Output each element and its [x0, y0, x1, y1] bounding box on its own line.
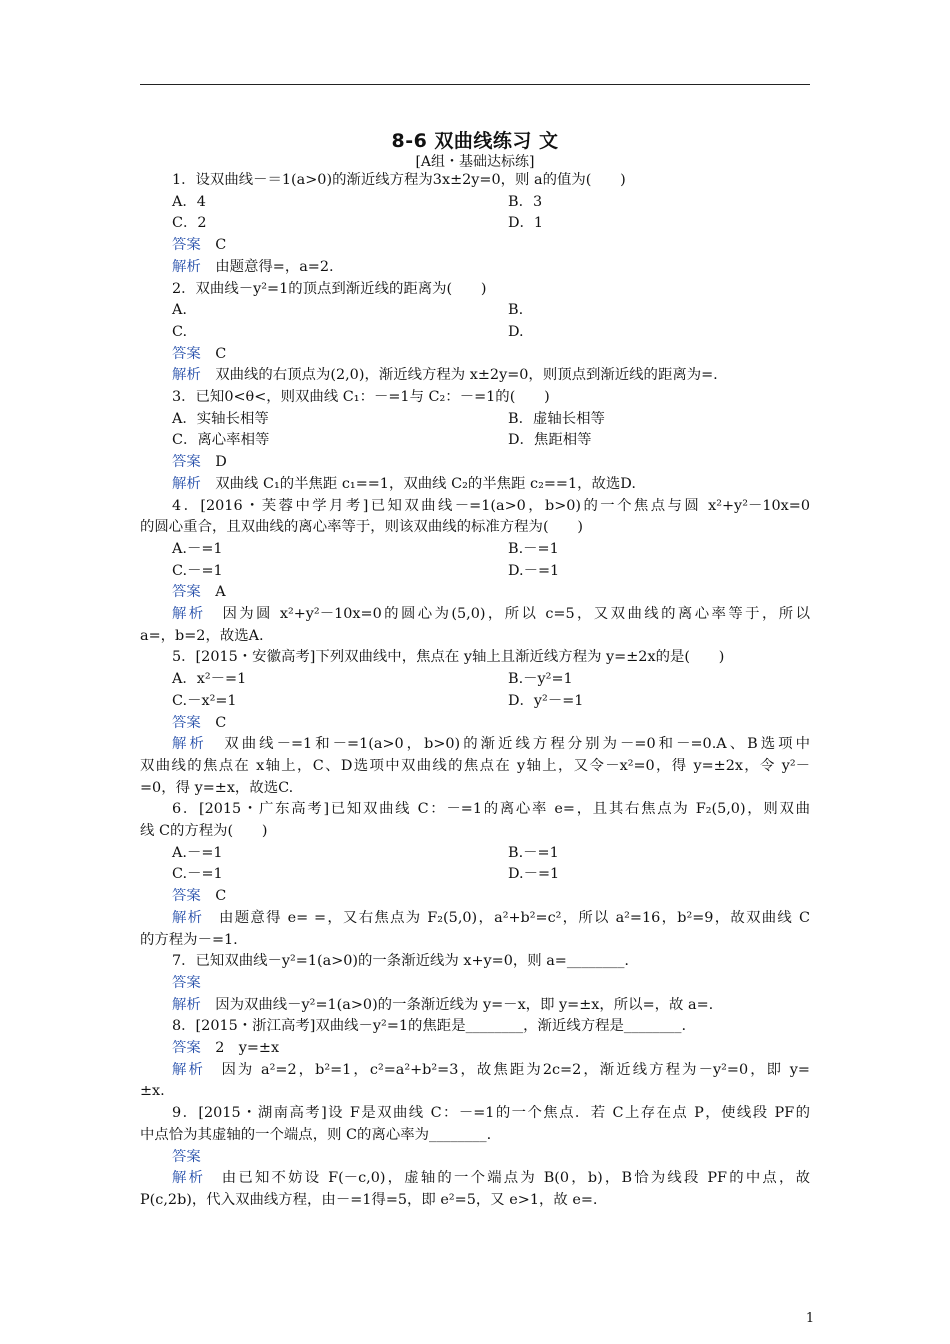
continuation-line: ±x.	[140, 1083, 165, 1100]
continuation-line: 的方程为－=1.	[140, 931, 238, 948]
label-spacer	[201, 454, 215, 470]
answer-label: 答案	[172, 1148, 201, 1165]
answer-label: 答案	[172, 345, 201, 362]
option-left: C．2	[172, 215, 207, 232]
label-spacer	[201, 346, 215, 362]
continuation-line: 线 C的方程为( )	[140, 823, 268, 839]
answer-text: 由题意得 e= =，又右焦点为 F₂(5,0)，a²+b²=c²，所以 a²=16，b²=9，故双曲线 C	[219, 909, 810, 926]
answer-text: C	[215, 714, 227, 731]
answer-line	[140, 1038, 810, 1058]
answer-line	[140, 995, 810, 1015]
answer-label: 答案	[172, 454, 201, 471]
answer-text: A	[215, 584, 226, 601]
question-line: 2．双曲线－y²=1的顶点到渐近线的距离为( )	[172, 280, 487, 297]
label-spacer	[203, 910, 219, 926]
label-spacer	[205, 1170, 222, 1186]
page-number: 1	[805, 1311, 815, 1326]
continuation-line: 中点恰为其虚轴的一个端点，则 C的离心率为________.	[140, 1126, 492, 1143]
answer-line	[140, 344, 810, 364]
answer-line	[140, 908, 810, 928]
option-left: A.－=1	[172, 540, 223, 557]
option-left: C.－=1	[172, 866, 223, 883]
answer-label: 解析	[172, 909, 204, 926]
answer-line	[140, 365, 810, 385]
options-row	[140, 561, 810, 581]
answer-line	[140, 257, 810, 277]
answer-text: 双曲线 C₁的半焦距 c₁==1，双曲线 C₂的半焦距 c₂==1，故选D.	[215, 475, 636, 492]
options-row	[140, 213, 810, 233]
label-spacer	[206, 606, 223, 622]
answer-label: 答案	[172, 237, 201, 254]
options-row	[140, 539, 810, 559]
option-right: B．3	[508, 193, 543, 210]
answer-line	[140, 452, 810, 472]
answer-label: 解析	[172, 258, 201, 275]
option-right: D．焦距相等	[508, 432, 592, 449]
label-spacer	[207, 736, 224, 752]
option-right: D．1	[508, 215, 544, 232]
option-right: B．虚轴长相等	[508, 410, 605, 427]
answer-text: 2 y=±x	[215, 1040, 280, 1056]
answer-text: C	[215, 345, 227, 362]
option-right: B.	[508, 302, 524, 319]
answer-line	[140, 582, 810, 602]
option-right: B.－=1	[508, 844, 559, 861]
answer-line	[140, 973, 810, 993]
section-subtitle: [A组・基础达标练]	[415, 154, 535, 170]
label-spacer	[201, 476, 215, 492]
label-spacer	[201, 1040, 215, 1056]
answer-text: 因为圆 x²+y²－10x=0的圆心为(5,0)，所以 c=5，又双曲线的离心率等于，所以	[222, 606, 810, 622]
question-line: 6．[2015・广东高考]已知双曲线 C：－=1的离心率 e=，且其右焦点为 F₂(5,0)，则双曲	[172, 801, 810, 818]
answer-text: 因为 a²=2，b²=1，c²=a²+b²=3，故焦距为2c=2，渐近线方程为－y²=0，即 y=	[221, 1061, 810, 1078]
answer-label: 解析	[172, 606, 206, 622]
label-spacer	[201, 584, 215, 600]
option-right: B.－y²=1	[508, 671, 573, 688]
header-rule	[140, 84, 810, 85]
answer-label: 答案	[172, 888, 201, 905]
answer-text: C	[215, 237, 227, 254]
answer-label: 答案	[172, 714, 201, 731]
options-row	[140, 430, 810, 450]
options-row	[140, 322, 810, 342]
question-line: 4．[2016・芙蓉中学月考]已知双曲线－=1(a>0，b>0)的一个焦点与圆 x²+y²－10x=0	[172, 497, 810, 514]
label-spacer	[201, 367, 215, 383]
answer-line	[140, 886, 810, 906]
label-spacer	[201, 975, 215, 991]
options-row	[140, 669, 810, 689]
question-line: 5．[2015・安徽高考]下列双曲线中，焦点在 y轴上且渐近线方程为 y=±2x的是( )	[172, 649, 725, 666]
answer-text: 双曲线的右顶点为(2,0)，渐近线方程为 x±2y=0，则顶点到渐近线的距离为=.	[215, 367, 718, 384]
option-left: A．实轴长相等	[172, 410, 269, 427]
label-spacer	[201, 237, 215, 253]
option-left: C.－=1	[172, 562, 223, 579]
continuation-line: 的圆心重合，且双曲线的离心率等于，则该双曲线的标准方程为( )	[140, 519, 583, 536]
options-row	[140, 691, 810, 711]
option-left: C.	[172, 323, 188, 340]
question-line: 3．已知0<θ<，则双曲线 C₁：－=1与 C₂：－=1的( )	[172, 389, 550, 405]
answer-label: 解析	[172, 996, 201, 1013]
answer-text: 因为双曲线－y²=1(a>0)的一条渐近线为 y=－x，即 y=±x，所以=，故 a=.	[215, 996, 714, 1013]
option-left: C．离心率相等	[172, 432, 270, 449]
question-line: 1．设双曲线－＝1(a>0)的渐近线方程为3x±2y=0，则 a的值为( )	[172, 172, 626, 188]
answer-label: 解析	[172, 1170, 206, 1187]
options-row	[140, 300, 810, 320]
answer-label: 答案	[172, 1040, 201, 1056]
options-row	[140, 843, 810, 863]
option-left: A.－=1	[172, 844, 223, 861]
label-spacer	[205, 1062, 221, 1078]
option-right: D.－=1	[508, 562, 560, 579]
option-right: D．y²－=1	[508, 692, 584, 709]
option-right: D.	[508, 323, 524, 340]
answer-line	[140, 713, 810, 733]
page-title: 8-6 双曲线练习 文	[391, 130, 559, 152]
answer-label: 答案	[172, 584, 201, 601]
answer-label: 解析	[172, 736, 207, 753]
label-spacer	[201, 888, 215, 904]
label-spacer	[201, 1149, 215, 1165]
answer-label: 解析	[172, 1061, 205, 1078]
answer-text: 双曲线－=1和－=1(a>0，b>0)的渐近线方程分别为－=0和－=0.A、B选项中	[224, 736, 810, 753]
continuation-line: 双曲线的焦点在 x轴上，C、D选项中双曲线的焦点在 y轴上，又令－x²=0，得 y=±2x，令 y²－	[140, 757, 810, 774]
answer-line	[140, 474, 810, 494]
answer-label: 解析	[172, 475, 201, 492]
option-left: A．x²－=1	[172, 671, 247, 688]
continuation-line: a=，b=2，故选A.	[140, 627, 264, 644]
option-right: B.－=1	[508, 540, 559, 557]
answer-line	[140, 1147, 810, 1167]
answer-text: D	[215, 454, 227, 471]
answer-line	[140, 1060, 810, 1080]
answer-text: C	[215, 888, 227, 905]
options-row	[140, 409, 810, 429]
option-left: A.	[172, 302, 187, 319]
question-line: 8．[2015・浙江高考]双曲线－y²=1的焦距是________，渐近线方程是________.	[172, 1018, 687, 1035]
option-left: A．4	[172, 193, 206, 210]
answer-line	[140, 734, 810, 754]
answer-text: 由已知不妨设 F(－c,0)，虚轴的一个端点为 B(0，b)，B恰为线段 PF的中点，故	[221, 1170, 810, 1187]
options-row	[140, 192, 810, 212]
continuation-line: =0，得 y=±x，故选C.	[140, 779, 294, 796]
answer-line	[140, 604, 810, 624]
continuation-line: P(c,2b)，代入双曲线方程，由－=1得=5，即 e²=5，又 e>1，故 e=.	[140, 1191, 598, 1208]
answer-line	[140, 235, 810, 255]
answer-label: 答案	[172, 974, 201, 991]
question-line: 9．[2015・湖南高考]设 F是双曲线 C：－=1的一个焦点．若 C上存在点 P，使线段 PF的	[172, 1105, 810, 1122]
options-row	[140, 864, 810, 884]
label-spacer	[201, 997, 215, 1013]
option-right: D.－=1	[508, 866, 560, 883]
answer-text: 由题意得=，a=2.	[215, 258, 334, 275]
question-line: 7．已知双曲线－y²=1(a>0)的一条渐近线为 x+y=0，则 a=________.	[172, 953, 629, 970]
answer-label: 解析	[172, 367, 201, 384]
label-spacer	[201, 259, 215, 275]
option-left: C.－x²=1	[172, 692, 237, 709]
label-spacer	[201, 715, 215, 731]
answer-line	[140, 1168, 810, 1188]
